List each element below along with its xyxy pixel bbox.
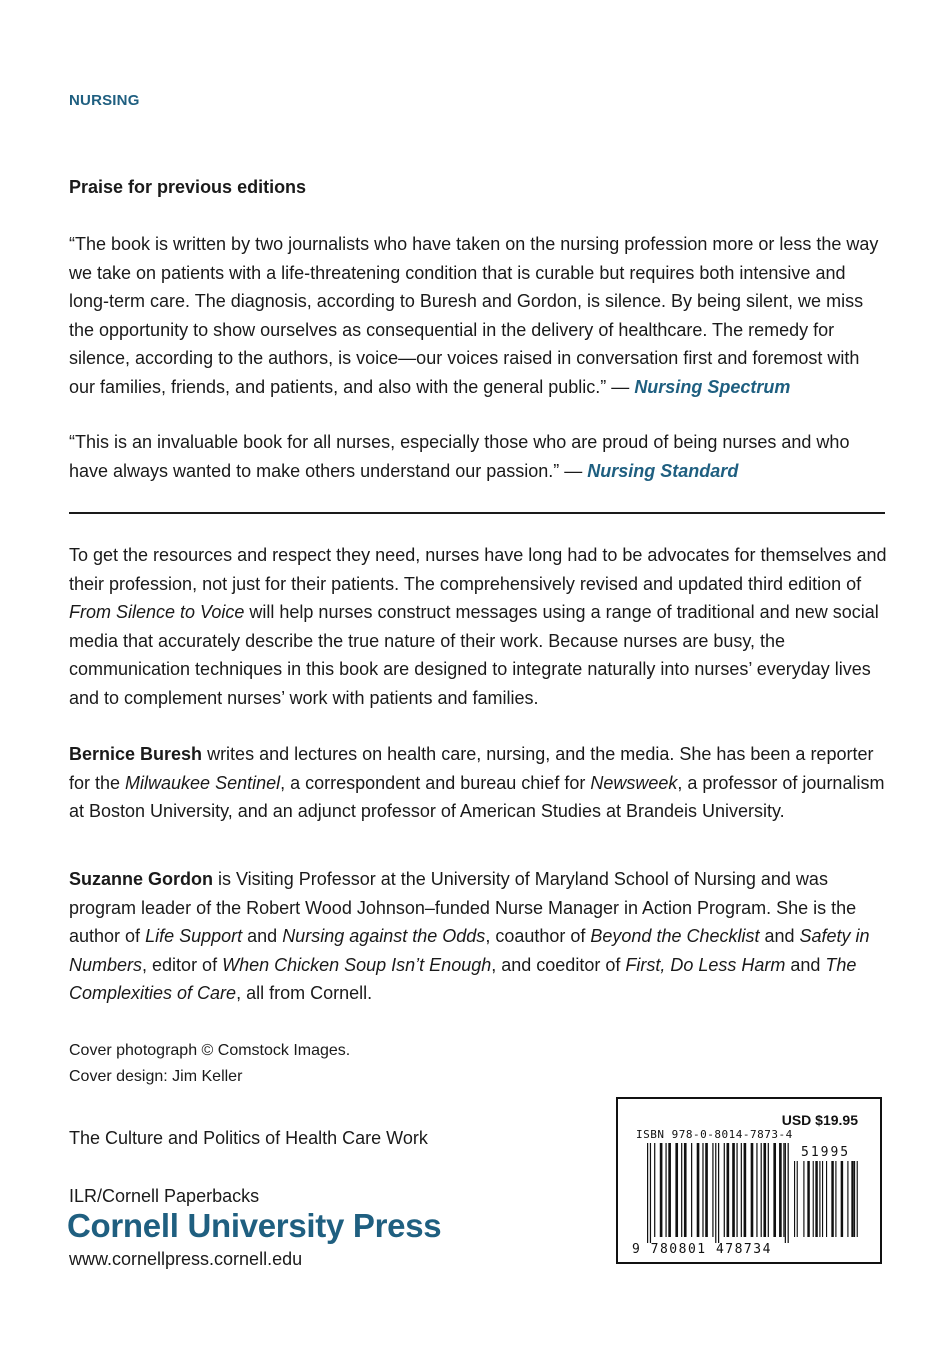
barcode-bar	[715, 1143, 716, 1243]
barcode-bar	[815, 1161, 817, 1237]
barcode-bar	[835, 1161, 836, 1237]
bio-text: and	[242, 926, 283, 946]
barcode-bar	[822, 1161, 823, 1237]
author-name-buresh: Bernice Buresh	[69, 744, 203, 764]
barcode-bar	[797, 1161, 798, 1237]
ean-barcode	[647, 1143, 789, 1243]
barcode-bar	[697, 1143, 700, 1237]
barcode-bar	[724, 1143, 725, 1237]
author-name-gordon: Suzanne Gordon	[69, 869, 213, 889]
bio-italic: Beyond the Checklist	[590, 926, 760, 946]
barcode-bar	[681, 1143, 682, 1237]
barcode-bar	[675, 1143, 678, 1237]
barcode-bar	[854, 1161, 855, 1237]
bio-italic: Milwaukee Sentinel	[125, 772, 281, 793]
barcode-bar	[741, 1143, 742, 1237]
description-book-title: From Silence to Voice	[69, 602, 245, 622]
bio-text: , coauthor of	[485, 926, 591, 946]
barcode-bar	[794, 1161, 795, 1237]
bio-text: , all from Cornell.	[236, 983, 373, 1003]
barcode-bar	[654, 1143, 655, 1237]
bio-text: writes and lectures on health care, nursing, and the media. She has been a reporter for the	[69, 744, 874, 793]
review-quote-2-source: Nursing Standard	[587, 460, 739, 481]
publisher-name: Cornell University Press	[67, 1207, 442, 1244]
bio-text: is Visiting Professor at the University of Maryland School of Nursing and was program leader of the Robert Wood Johnson–funded Nurse Manager in Action Program. She is the author of	[69, 869, 857, 946]
barcode-bar	[779, 1143, 782, 1237]
bio-italic: Safety in Numbers	[69, 926, 870, 975]
bio-italic: Nursing against the Odds	[282, 926, 486, 946]
barcode-bar	[783, 1143, 784, 1237]
barcode-bar	[647, 1143, 648, 1243]
barcode-bar	[851, 1161, 853, 1237]
barcode-bar	[727, 1143, 730, 1237]
isbn-label: ISBN 978-0-8014-7873-4	[636, 1128, 793, 1141]
barcode-bar	[785, 1143, 786, 1243]
barcode-bar	[831, 1161, 833, 1237]
design-credit: Cover design: Jim Keller	[69, 1068, 243, 1085]
barcode-bar	[819, 1161, 820, 1237]
barcode-bar	[847, 1161, 848, 1237]
bio-italic: Life Support	[145, 926, 243, 946]
photo-credit: Cover photograph © Comstock Images.	[69, 1042, 351, 1059]
bio-text: , editor of	[142, 954, 223, 975]
price-label: USD $19.95	[781, 1112, 858, 1128]
praise-heading: Praise for previous editions	[69, 177, 307, 197]
barcode-bar	[788, 1143, 789, 1243]
publisher-website: www.cornellpress.cornell.edu	[69, 1249, 303, 1269]
bio-text: and	[759, 926, 800, 946]
barcode-bar	[768, 1143, 769, 1237]
review-quote-1-text: “The book is written by two journalists who have taken on the nursing profession more or less the way we take on patients with a life-threatening condition that is curable but requires both intensive and long-term care. The diagnosis, according to Buresh and Gordon, is silence. By being silent, we miss the opportunity to show ourselves as consequential in the delivery of healthcare. The remedy for silence, according to the authors, is voice—our voices raised in conversation first and foremost with our families, friends, and patients, and also with the general public.” —	[69, 234, 879, 397]
review-quote-2	[69, 428, 889, 485]
barcode-bar	[732, 1143, 735, 1237]
bio-text: and	[785, 954, 826, 975]
bio-text: , a professor of journalism at Boston University, and an adjunct professor of American Studies at Brandeis University.	[69, 772, 885, 821]
bio-italic: When Chicken Soup Isn’t Enough	[222, 954, 492, 975]
barcode-box	[616, 1097, 882, 1264]
barcode-bar	[668, 1143, 671, 1237]
review-quote-1-source: Nursing Spectrum	[634, 376, 791, 397]
description-part-1: To get the resources and respect they need, nurses have long had to be advocates for themselves and their profession, not just for their patients. The comprehensively revised and updated third edition of	[69, 545, 887, 594]
barcode-bar	[803, 1161, 804, 1237]
section-divider	[69, 512, 885, 514]
bio-italic: Newsweek	[590, 772, 678, 793]
description-part-2: will help nurses construct messages using a range of traditional and new social media that accurately describe the true nature of their work. Because nurses are busy, the communication techniques in this book are designed to integrate naturally into nurses’ everyday lives and to complement nurses’ work with patients and families.	[69, 602, 879, 708]
barcode-bar	[773, 1143, 776, 1237]
category-label: NURSING	[69, 92, 140, 109]
book-description	[69, 541, 889, 712]
barcode-bar	[665, 1143, 666, 1237]
barcode-bar	[807, 1161, 809, 1237]
barcode-bar	[841, 1161, 843, 1237]
cover-credits	[69, 1038, 350, 1090]
barcode-bar	[761, 1143, 762, 1237]
review-quote-1	[69, 230, 889, 401]
bio-italic: First, Do Less Harm	[625, 954, 786, 975]
barcode-bar	[813, 1161, 814, 1237]
bio-italic: The Complexities of Care	[69, 954, 857, 1003]
barcode-bar	[826, 1161, 827, 1237]
ean-number: 9 780801 478734	[632, 1242, 772, 1257]
author-bio-buresh	[69, 740, 889, 826]
barcode-bar	[857, 1161, 858, 1237]
barcode-bar	[744, 1143, 747, 1237]
barcode-bar	[712, 1143, 713, 1237]
barcode-bar	[650, 1143, 651, 1243]
barcode-bar	[660, 1143, 663, 1237]
price-addon-barcode	[794, 1161, 858, 1243]
price-addon-number: 51995	[801, 1145, 851, 1160]
bio-text: , and coeditor of	[491, 954, 626, 975]
imprint-name: ILR/Cornell Paperbacks	[69, 1186, 260, 1206]
barcode-bar	[702, 1143, 703, 1237]
barcode-bar	[763, 1143, 766, 1237]
barcode-bar	[736, 1143, 737, 1237]
barcode-bar	[718, 1143, 719, 1243]
author-bio-gordon	[69, 865, 889, 1008]
bio-text: , a correspondent and bureau chief for	[280, 772, 591, 793]
barcode-bar	[751, 1143, 754, 1237]
series-name: The Culture and Politics of Health Care Work	[69, 1128, 428, 1148]
barcode-bar	[684, 1143, 687, 1237]
review-quote-2-text: “This is an invaluable book for all nurses, especially those who are proud of being nurses and who have always wanted to make others understand our passion.” —	[69, 432, 850, 481]
barcode-bar	[691, 1143, 692, 1237]
barcode-bar	[705, 1143, 708, 1237]
barcode-bar	[756, 1143, 757, 1237]
